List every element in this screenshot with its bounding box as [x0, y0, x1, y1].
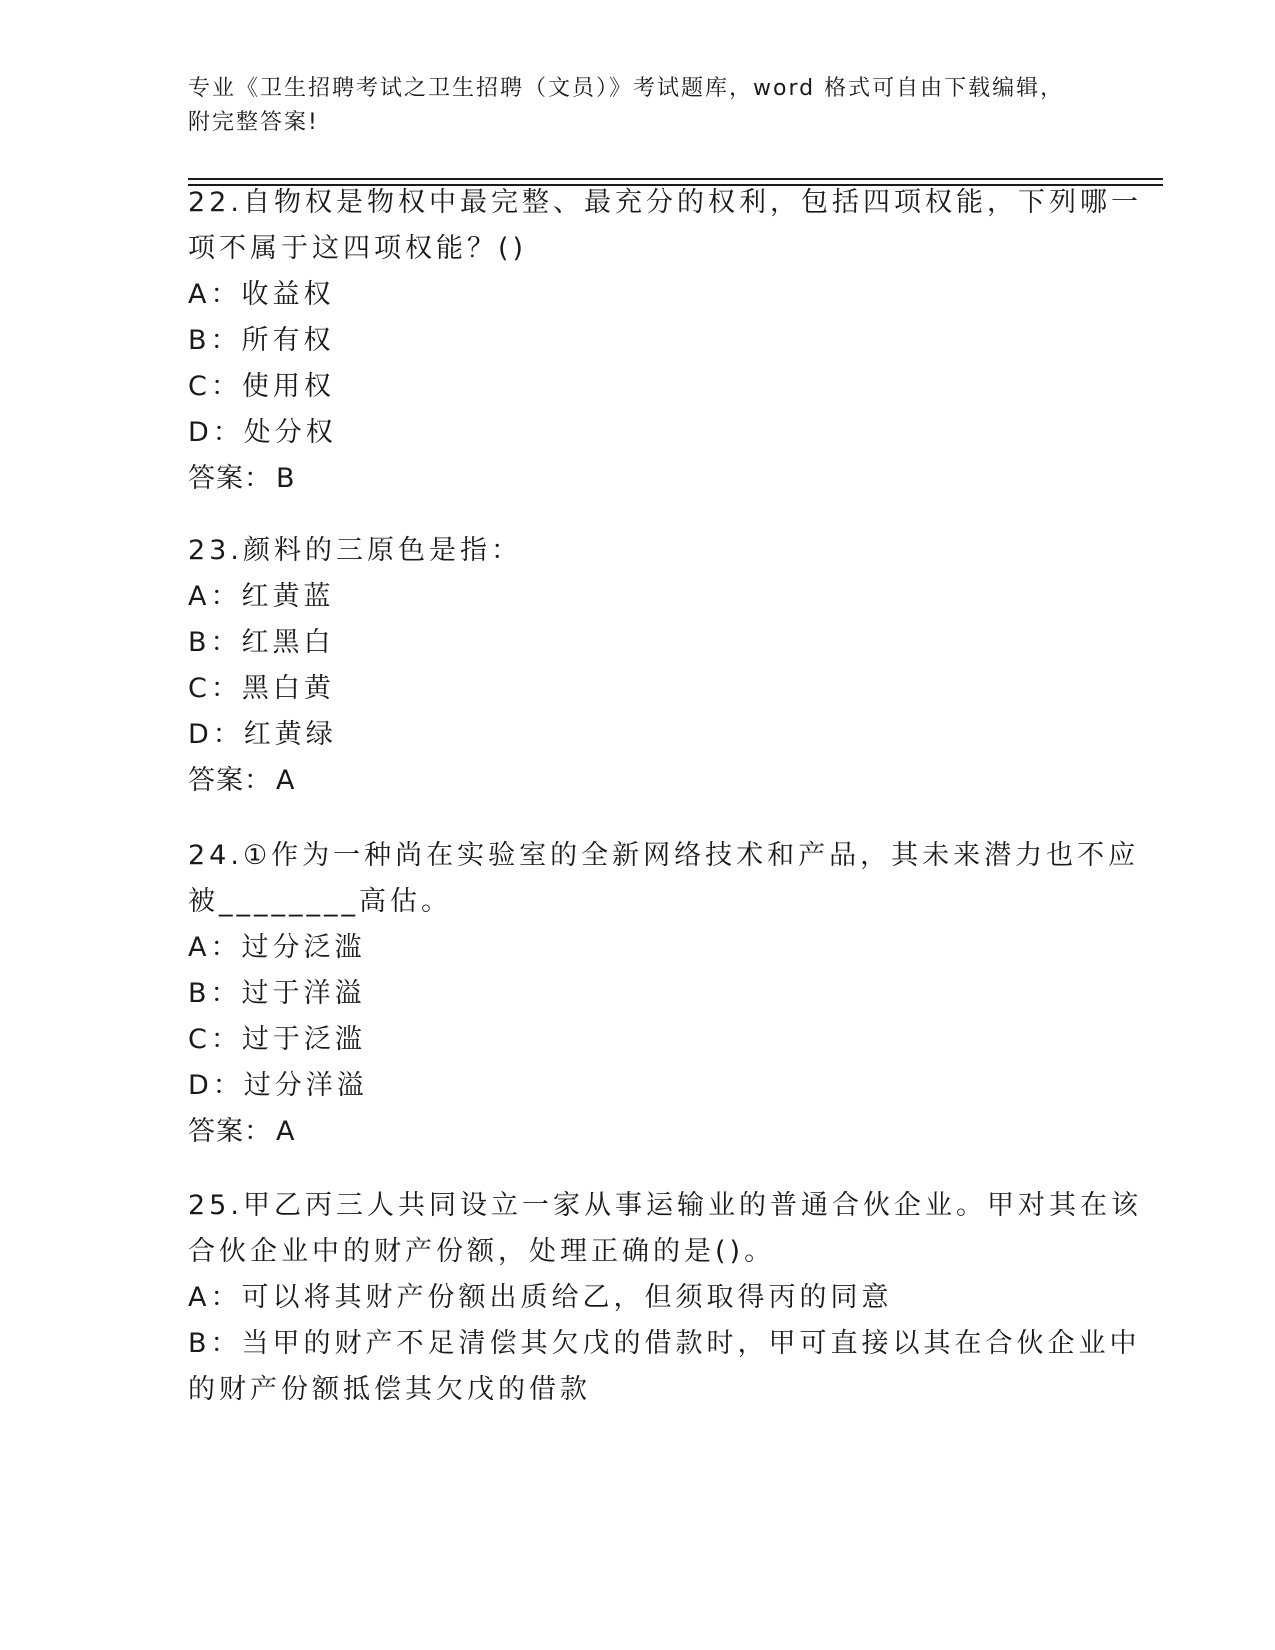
question-stem-line: 22.自物权是物权中最完整、最充分的权利，包括四项权能，下列哪一	[188, 187, 1142, 218]
option-c: C：使用权	[188, 371, 335, 402]
question-stem-line: 项不属于这四项权能？()	[188, 233, 528, 264]
answer-label: 答案：	[188, 1116, 272, 1147]
answer-label: 答案：	[188, 765, 272, 796]
question-stem-line: 合伙企业中的财产份额，处理正确的是()。	[188, 1236, 776, 1267]
answer-label: 答案：	[188, 463, 272, 494]
option-b: B：当甲的财产不足清偿其欠戊的借款时，甲可直接以其在合伙企业中	[188, 1328, 1141, 1359]
answer-value: B	[276, 463, 296, 494]
answer-row	[188, 456, 1078, 502]
question-24	[188, 833, 1140, 1155]
header-text: 专业《卫生招聘考试之卫生招聘（文员）》考试题库，word 格式可自由下载编辑，附完整答案!	[188, 76, 1065, 135]
document-header	[188, 72, 1078, 140]
question-stem-line: 23.颜料的三原色是指：	[188, 535, 522, 566]
question-25	[188, 1183, 1142, 1413]
question-stem-line: 被________高估。	[188, 886, 452, 917]
question-22	[188, 180, 1142, 502]
option-c: C：过于泛滥	[188, 1024, 366, 1055]
answer-row	[188, 758, 1078, 804]
question-23	[188, 528, 1078, 804]
answer-row	[188, 1109, 1078, 1155]
option-b-continued: 的财产份额抵偿其欠戊的借款	[188, 1374, 591, 1405]
question-stem-line: 25.甲乙丙三人共同设立一家从事运输业的普通合伙企业。甲对其在该	[188, 1190, 1142, 1221]
option-a: A：可以将其财产份额出质给乙，但须取得丙的同意	[188, 1282, 893, 1313]
option-b: B：所有权	[188, 325, 335, 356]
option-a: A：过分泛滥	[188, 932, 366, 963]
option-d: D：处分权	[188, 417, 337, 448]
answer-value: A	[276, 765, 296, 796]
question-stem-line: 24.①作为一种尚在实验室的全新网络技术和产品，其未来潜力也不应	[188, 840, 1140, 871]
option-a: A：收益权	[188, 279, 335, 310]
option-d: D：红黄绿	[188, 719, 337, 750]
option-b: B：红黑白	[188, 627, 335, 658]
option-a: A：红黄蓝	[188, 581, 335, 612]
option-c: C：黑白黄	[188, 673, 335, 704]
option-d: D：过分洋溢	[188, 1070, 368, 1101]
answer-value: A	[276, 1116, 296, 1147]
option-b: B：过于洋溢	[188, 978, 366, 1009]
